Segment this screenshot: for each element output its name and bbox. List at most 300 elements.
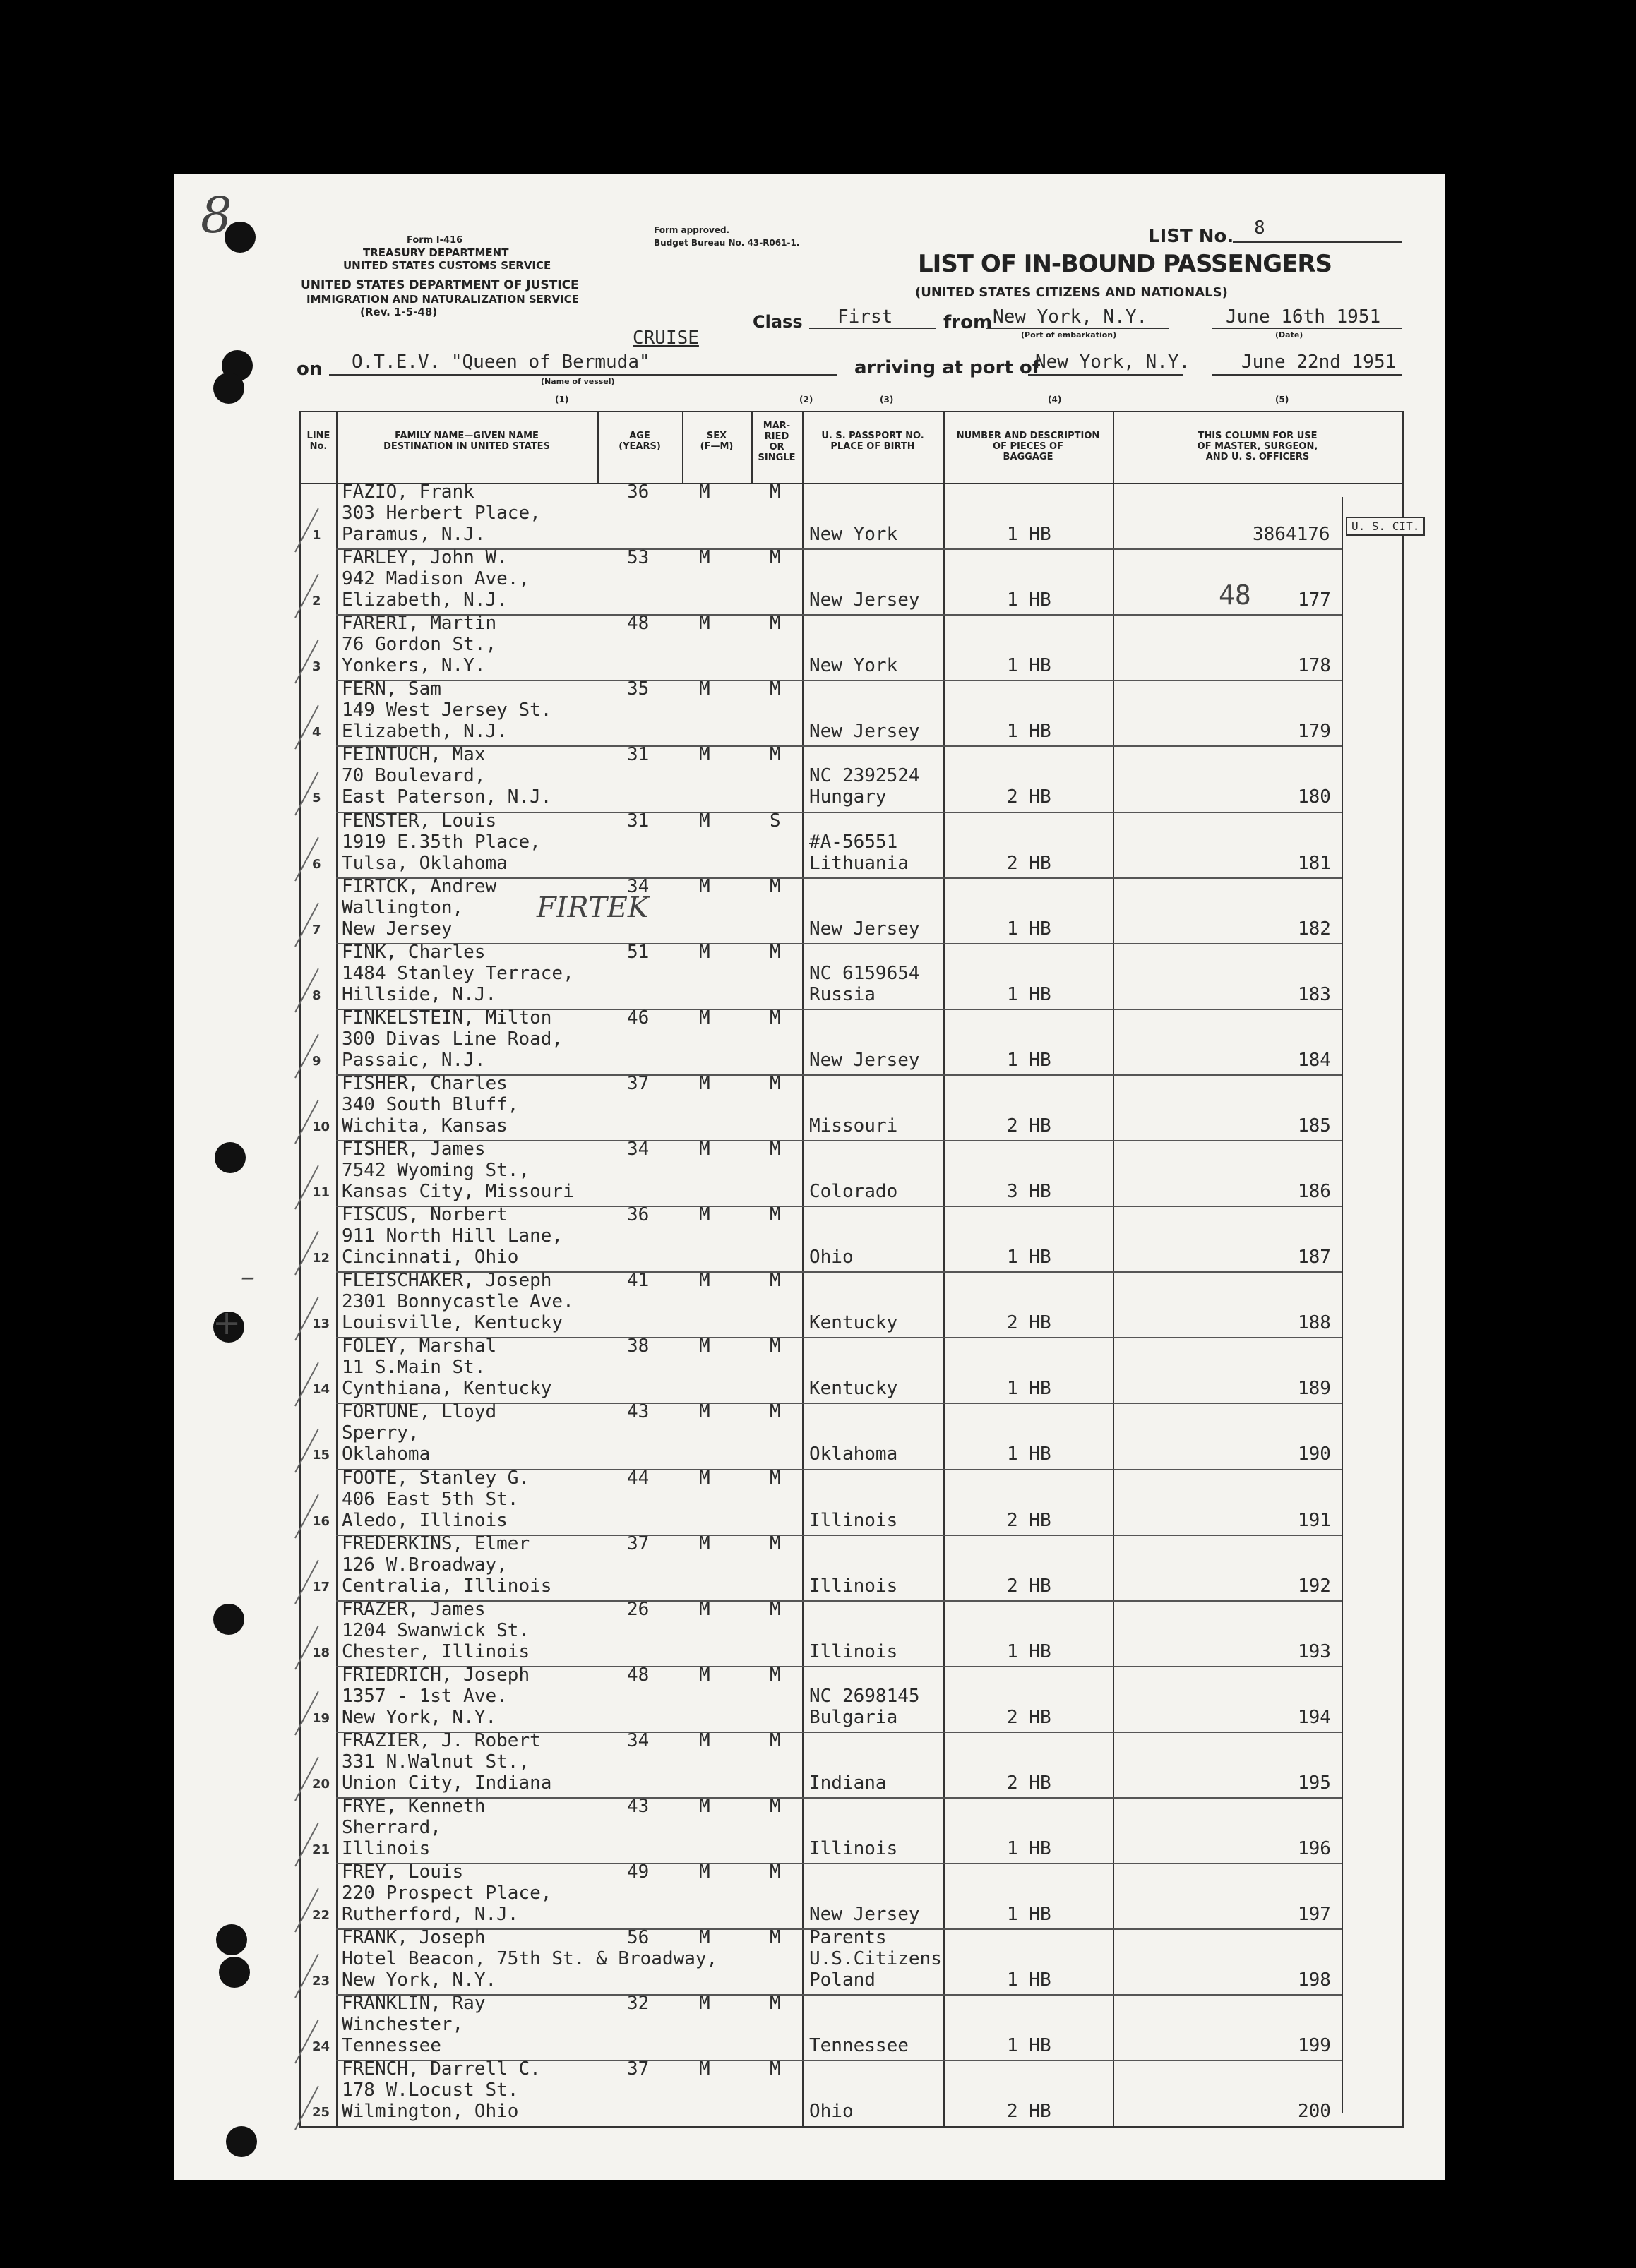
place-of-birth: Lithuania [809,852,909,874]
line-number: 16 [312,1513,330,1529]
age-value: 31 [627,744,650,766]
city-line: Hillside, N.J. [342,983,497,1005]
marital-value: M [770,1729,781,1751]
baggage-value: 1 HB [1007,1838,1051,1859]
hdr-name: FAMILY NAME—GIVEN NAME DESTINATION IN UNITED STATES [383,431,550,452]
baggage-value: 2 HB [1007,1312,1051,1334]
table-row [301,1532,1402,1600]
officer-number: 194 [1298,1706,1331,1728]
sex-value: M [699,2058,710,2080]
address-line: 11 S.Main St. [342,1357,486,1379]
address-line: 149 West Jersey St. [342,700,552,721]
city-line: Yonkers, N.Y. [342,655,486,677]
passenger-name: FREY, Louis [342,1861,464,1883]
table-row [301,1928,1402,1994]
sex-value: M [699,1729,710,1751]
baggage-value: 1 HB [1007,1247,1051,1268]
officer-number: 190 [1298,1444,1331,1465]
baggage-value: 1 HB [1007,1049,1051,1071]
marital-value: M [770,481,781,503]
place-of-birth: Tennessee [809,2035,909,2057]
passenger-name: FLEISCHAKER, Joseph [342,1270,552,1292]
sex-value: M [699,941,710,963]
citizen-stamp: U. S. CIT. [1346,517,1425,536]
age-value: 53 [627,547,650,569]
address-line: 300 Divas Line Road, [342,1028,563,1050]
line-number: 11 [312,1185,330,1200]
embarkation-caption: (Port of embarkation) [1021,330,1117,340]
marital-value: M [770,1993,781,2015]
table-row [301,481,1420,548]
city-line: Union City, Indiana [342,1772,552,1794]
marital-value: M [770,1270,781,1292]
address-line: 1357 - 1st Ave. [342,1685,508,1707]
line-number: 19 [312,1710,330,1726]
age-value: 56 [627,1927,650,1949]
place-of-birth: Illinois [809,1509,898,1531]
sex-value: M [699,1993,710,2015]
place-of-birth: Illinois [809,1640,898,1662]
line-number: 4 [312,725,321,740]
address-line: Hotel Beacon, 75th St. & Broadway, [342,1948,718,1970]
officer-number: 179 [1298,721,1331,743]
address-line: Sperry, [342,1422,419,1444]
sex-value: M [699,1467,710,1489]
age-value: 34 [627,1139,650,1160]
age-value: 35 [627,678,650,700]
sex-value: M [699,547,710,569]
line-number: 24 [312,2039,330,2055]
passenger-name: FRANKLIN, Ray [342,1993,486,2015]
from-label: from [943,312,993,333]
marital-value: M [770,875,781,897]
table-row [301,1140,1402,1206]
list-no-label: LIST No. [1148,226,1234,247]
age-value: 26 [627,1598,650,1620]
hdr-age: AGE (YEARS) [619,431,661,452]
city-line: Paramus, N.J. [342,524,486,545]
col-num-2: (2) [799,395,813,404]
place-of-birth: Kentucky [809,1312,898,1334]
marital-value: M [770,744,781,766]
sex-value: M [699,744,710,766]
line-number: 25 [312,2105,330,2120]
table-row [301,548,1402,614]
passenger-name: FISHER, Charles [342,1072,508,1094]
baggage-value: 3 HB [1007,1181,1051,1202]
punch-hole [226,2126,257,2157]
city-line: Aledo, Illinois [342,1509,508,1531]
place-of-birth: New York [809,524,898,545]
age-value: 31 [627,810,650,832]
officer-number: 191 [1298,1509,1331,1531]
baggage-value: 1 HB [1007,655,1051,677]
sex-value: M [699,1532,710,1554]
marital-value: M [770,1796,781,1817]
place-of-birth: Bulgaria [809,1706,898,1728]
passenger-name: FRAZIER, J. Robert [342,1729,541,1751]
baggage-value: 1 HB [1007,1378,1051,1400]
baggage-value: 2 HB [1007,1772,1051,1794]
marital-value: M [770,1139,781,1160]
passenger-name: FRENCH, Darrell C. [342,2058,541,2080]
form-approved: Form approved. [654,225,730,235]
sex-value: M [699,1861,710,1883]
passport-number: NC 2698145 [809,1685,920,1707]
sex-value: M [699,1270,710,1292]
place-of-birth: Poland [809,1969,876,1991]
passport-number: NC 6159654 [809,962,920,984]
baggage-value: 2 HB [1007,786,1051,808]
age-value: 48 [627,613,650,635]
passenger-name: FENSTER, Louis [342,810,497,832]
place-of-birth: New Jersey [809,1049,920,1071]
line-number: 14 [312,1382,330,1398]
line-number: 10 [312,1119,330,1134]
place-of-birth: New Jersey [809,589,920,611]
table-row [301,1337,1402,1403]
city-line: Cincinnati, Ohio [342,1247,519,1268]
margin-plus-mark: + [213,1303,241,1343]
baggage-value: 2 HB [1007,852,1051,874]
passenger-name: FAZIO, Frank [342,481,474,503]
city-line: New Jersey [342,918,453,940]
age-value: 36 [627,481,650,503]
address-line: 2301 Bonnycastle Ave. [342,1291,574,1313]
from-value: New York, N.Y. [993,306,1148,328]
sex-value: M [699,1204,710,1226]
officer-number: 186 [1298,1181,1331,1202]
marital-value: M [770,613,781,635]
line-number: 22 [312,1908,330,1924]
column-divider [597,412,599,483]
officer-number: 183 [1298,983,1331,1005]
sex-value: M [699,1796,710,1817]
age-value: 38 [627,1336,650,1357]
officer-number: 182 [1298,918,1331,940]
col-num-4: (4) [1048,395,1062,404]
officer-number: 198 [1298,1969,1331,1991]
place-of-birth: Indiana [809,1772,887,1794]
place-of-birth: Colorado [809,1181,898,1202]
marital-value: M [770,1204,781,1226]
passport-number: NC 2392524 [809,765,920,787]
handwritten-annotation: 48 [1219,580,1251,611]
place-of-birth: Ohio [809,2101,854,2123]
hdr-line-no: LINE No. [306,431,330,452]
baggage-value: 1 HB [1007,2035,1051,2057]
line-number: 6 [312,856,321,872]
hdr-married: MAR- RIED OR SINGLE [758,421,796,463]
age-value: 46 [627,1007,650,1028]
line-number: 2 [312,594,321,609]
officer-number: 180 [1298,786,1331,808]
marital-value: M [770,678,781,700]
city-line: Kansas City, Missouri [342,1181,574,1202]
line-number: 23 [312,1974,330,1989]
passenger-name: FRIEDRICH, Joseph [342,1664,530,1686]
city-line: Wichita, Kansas [342,1115,508,1136]
baggage-value: 2 HB [1007,1509,1051,1531]
city-line: Chester, Illinois [342,1640,530,1662]
officer-number: 192 [1298,1575,1331,1597]
marital-value: M [770,1532,781,1554]
marital-value: M [770,1664,781,1686]
address-line: 911 North Hill Lane, [342,1225,563,1247]
baggage-value: 1 HB [1007,918,1051,940]
sex-value: M [699,1664,710,1686]
vessel-name: O.T.E.V. "Queen of Bermuda" [352,352,650,373]
passenger-name: FINKELSTEIN, Milton [342,1007,552,1028]
sex-value: M [699,481,710,503]
marital-value: M [770,1598,781,1620]
officer-number: 3864176 [1253,524,1330,545]
passenger-name: FISHER, James [342,1139,486,1160]
baggage-value: 1 HB [1007,524,1051,545]
table-row [301,943,1402,1009]
passenger-name: FISCUS, Norbert [342,1204,508,1226]
place-of-birth: Kentucky [809,1378,898,1400]
customs-service: UNITED STATES CUSTOMS SERVICE [343,259,551,272]
sex-value: M [699,1927,710,1949]
address-line: 331 N.Walnut St., [342,1751,530,1772]
form-subtitle: (UNITED STATES CITIZENS AND NATIONALS) [915,285,1228,300]
officer-number: 178 [1298,655,1331,677]
justice-dept: UNITED STATES DEPARTMENT OF JUSTICE [301,278,579,292]
place-of-birth: Illinois [809,1838,898,1859]
class-label: Class [753,312,803,332]
on-label: on [297,359,323,380]
address-line: 7542 Wyoming St., [342,1160,530,1181]
sex-value: M [699,875,710,897]
marital-value: M [770,2058,781,2080]
passenger-name: FREDERKINS, Elmer [342,1532,530,1554]
age-value: 43 [627,1401,650,1423]
city-line: Tennessee [342,2035,441,2057]
passenger-name: FORTUNE, Lloyd [342,1401,497,1423]
line-number: 12 [312,1251,330,1266]
date-caption: (Date) [1275,330,1303,340]
baggage-value: 1 HB [1007,1969,1051,1991]
cruise-label: CRUISE [633,328,699,349]
passenger-name: FARLEY, John W. [342,547,508,569]
table-row [301,1206,1402,1271]
city-line: Centralia, Illinois [342,1575,552,1597]
officer-number: 181 [1298,852,1331,874]
sex-value: M [699,1598,710,1620]
age-value: 32 [627,1993,650,2015]
officer-number: 197 [1298,1904,1331,1926]
table-row [301,680,1402,745]
place-of-birth: New Jersey [809,918,920,940]
city-line: Louisville, Kentucky [342,1312,563,1334]
officer-number: 185 [1298,1115,1331,1136]
sex-value: M [699,1336,710,1357]
arrival-date: June 22nd 1951 [1241,352,1397,373]
address-line: 1204 Swanwick St. [342,1619,530,1641]
treasury-dept: TREASURY DEPARTMENT [363,246,509,259]
line-number: 5 [312,791,321,806]
sex-value: M [699,810,710,832]
baggage-value: 2 HB [1007,2101,1051,2123]
line-number: 9 [312,1053,321,1069]
table-row [301,1600,1402,1666]
passenger-table [299,411,1420,2128]
line-number: 13 [312,1316,330,1332]
place-of-birth: Oklahoma [809,1444,898,1465]
hdr-passport: U. S. PASSPORT NO. PLACE OF BIRTH [821,431,924,452]
table-row [301,1074,1402,1140]
line-number: 15 [312,1448,330,1463]
hdr-sex: SEX (F—M) [700,431,734,452]
address-line: 340 South Bluff, [342,1093,519,1115]
place-of-birth: Missouri [809,1115,898,1136]
manifest-page [174,174,1445,2180]
line-number: 18 [312,1645,330,1660]
line-number: 17 [312,1579,330,1595]
sex-value: M [699,1072,710,1094]
table-row [301,614,1402,680]
line-number: 7 [312,922,321,937]
officer-number: 199 [1298,2035,1331,2057]
address-line: 1919 E.35th Place, [342,831,541,853]
address-line: 1484 Stanley Terrace, [342,962,574,984]
baggage-value: 2 HB [1007,1575,1051,1597]
baggage-value: 1 HB [1007,1640,1051,1662]
handwritten-page-number: 8 [201,186,232,244]
sex-value: M [699,613,710,635]
marital-value: M [770,941,781,963]
address-line: 76 Gordon St., [342,634,497,656]
officer-number: 188 [1298,1312,1331,1334]
sex-value: M [699,1139,710,1160]
list-no-value: 8 [1254,217,1265,239]
passenger-name: FERN, Sam [342,678,441,700]
marital-value: M [770,1401,781,1423]
place-of-birth: New Jersey [809,1904,920,1926]
officer-number: 177 [1298,589,1331,611]
baggage-value: 1 HB [1007,983,1051,1005]
passenger-name: FRAZER, James [342,1598,486,1620]
city-line: Illinois [342,1838,431,1859]
age-value: 51 [627,941,650,963]
column-divider [751,412,753,483]
arrival-port: New York, N.Y. [1035,352,1190,373]
table-row [301,1994,1402,2060]
table-row [301,2060,1402,2125]
age-value: 34 [627,875,650,897]
age-value: 37 [627,1532,650,1554]
margin-dash-mark: – [241,1261,255,1293]
line-number: 8 [312,988,321,1003]
passenger-name: FRYE, Kenneth [342,1796,486,1817]
col-num-1: (1) [555,395,569,404]
marital-value: M [770,1007,781,1028]
passport-number: U.S.Citizens [809,1948,942,1970]
table-row [301,1469,1402,1535]
age-value: 37 [627,1072,650,1094]
address-line: 178 W.Locust St. [342,2080,519,2101]
departure-date: June 16th 1951 [1226,306,1381,328]
city-line: Passaic, N.J. [342,1049,486,1071]
sex-value: M [699,1007,710,1028]
table-row [301,1403,1402,1468]
passenger-name: FEINTUCH, Max [342,744,486,766]
col-num-3: (3) [880,395,894,404]
age-value: 48 [627,1664,650,1686]
line-number: 21 [312,1842,330,1857]
table-row [301,1863,1402,1928]
passport-number: #A-56551 [809,831,898,853]
place-of-birth: New York [809,655,898,677]
hdr-officer: THIS COLUMN FOR USE OF MASTER, SURGEON, AND U. S. OFFICERS [1197,431,1318,462]
place-of-birth: Hungary [809,786,887,808]
col-num-5: (5) [1275,395,1289,404]
punch-hole [215,1142,246,1173]
table-row [301,1271,1402,1337]
baggage-value: 1 HB [1007,721,1051,743]
punch-hole [213,1604,244,1635]
place-of-birth: Russia [809,983,876,1005]
officer-number: 196 [1298,1838,1331,1859]
column-divider [682,412,683,483]
age-value: 36 [627,1204,650,1226]
baggage-value: 1 HB [1007,1904,1051,1926]
arriving-label: arriving at port of [854,357,1041,378]
marital-value: S [770,810,781,832]
baggage-value: 2 HB [1007,1706,1051,1728]
city-line: Elizabeth, N.J. [342,721,508,743]
class-value: First [837,306,893,328]
city-line: Tulsa, Oklahoma [342,852,508,874]
address-line: Winchester, [342,2014,464,2036]
table-row [301,1797,1402,1863]
form-title: LIST OF IN-BOUND PASSENGERS [918,250,1332,278]
marital-value: M [770,1072,781,1094]
address-line: 303 Herbert Place, [342,503,541,524]
sex-value: M [699,1401,710,1423]
address-line: 406 East 5th St. [342,1488,519,1510]
line-number: 20 [312,1776,330,1792]
city-line: Cynthiana, Kentucky [342,1378,552,1400]
officer-number: 193 [1298,1640,1331,1662]
city-line: Oklahoma [342,1444,431,1465]
marital-value: M [770,1927,781,1949]
age-value: 37 [627,2058,650,2080]
address-line: 220 Prospect Place, [342,1883,552,1904]
address-line: 126 W.Broadway, [342,1554,508,1576]
vessel-caption: (Name of vessel) [541,377,615,386]
passenger-name: FIRTCK, Andrew [342,875,497,897]
age-value: 34 [627,1729,650,1751]
officer-number: 184 [1298,1049,1331,1071]
hdr-baggage: NUMBER AND DESCRIPTION OF PIECES OF BAGGAGE [956,431,1100,462]
marital-value: M [770,1861,781,1883]
age-value: 49 [627,1861,650,1883]
form-number: Form I-416 [407,235,463,246]
city-line: Rutherford, N.J. [342,1904,519,1926]
handwritten-annotation: FIRTEK [537,891,649,924]
passenger-name: FRANK, Joseph [342,1927,486,1949]
place-of-birth: Illinois [809,1575,898,1597]
officer-number: 200 [1298,2101,1331,2123]
sex-value: M [699,678,710,700]
age-value: 41 [627,1270,650,1292]
passenger-name: FARERI, Martin [342,613,497,635]
table-row [301,877,1402,943]
punch-hole [216,1924,247,1955]
age-value: 43 [627,1796,650,1817]
